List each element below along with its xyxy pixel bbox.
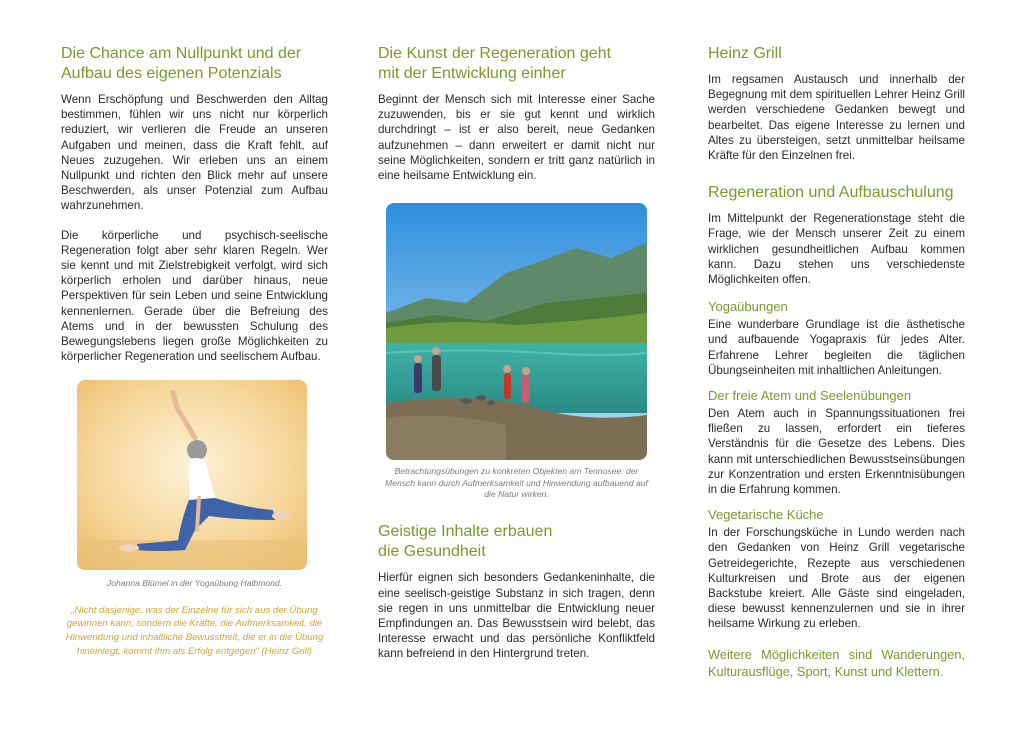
paragraph: Die körperliche und psychisch-seelische Regeneration folgt aber sehr klaren Regeln. Wer sie kennt und mit Zielstrebigkeit verfolgt, wird sich körperlich erholen und darüber hinaus, neue Perspektiven für sein Leben und seine Entwicklung kennenlernen. Gerade über die Befreiung des Atems und in der bewussten Schulung des Bewegungslebens liegen große Möglichkeiten zu körperlicher Regeneration und seelischem Aufbau. (61, 228, 328, 364)
paragraph: Im Mittelpunkt der Regenerationstage steht die Frage, wie der Mensch unserer Zeit zu einem wirklichen gesundheitlichen Aufbau kommen kann. Dazu stehen uns verschiedenste Möglichkeiten offen. (708, 212, 965, 287)
subheading: Der freie Atem und Seelenübungen (708, 388, 912, 404)
paragraph: Wenn Erschöpfung und Beschwerden den Alltag bestimmen, fühlen wir uns nicht nur körperlich reduziert, wir verlieren die Freude an unseren Aufgaben und meinen, dass die Kraft fehlt, auf Neues zuzugehen. Wir erleben uns an einem Nullpunkt und richten den Blick mehr auf unsere Beschwerden, als unser Potenzial zum Aufbau wahrzunehmen. (61, 93, 328, 213)
quote: „Nicht dasjenige, was der Einzelne für sich aus der Übung gewinnen kann, sondern die Kräfte, die Aufmerksamkeit, die Hinwendung und inhaltliche Bewusstheit, die er in die Übung hineinlegt, kommt ihm als Erfolg entgegen“ (Heinz Grill) (65, 604, 324, 657)
lake-landscape-illustration (386, 203, 647, 460)
section-heading: Regeneration und Aufbauschulung (708, 184, 954, 202)
yoga-photo (77, 380, 307, 570)
paragraph: Hierfür eignen sich besonders Gedankeninhalte, die eine seelisch-geistige Substanz in sich tragen, denn sie regen in uns unmittelbar die Entwicklung neuer Empfindungen an. Das Bewusstsein wird belebt, das Interesse erwacht und das persönliche Konfliktfeld kann befreiend in den Hintergrund treten. (378, 571, 655, 661)
subheading: Yogaübungen (708, 299, 788, 315)
subheading: Vegetarische Küche (708, 507, 824, 523)
column-right (708, 44, 965, 680)
lake-photo (386, 203, 647, 460)
paragraph: Den Atem auch in Spannungssituationen frei fließen zu lassen, erfordert ein tieferes Verständnis für die Gesetze des Lebens. Dies kann mit unterschiedlichen Bewusstseinsübungen zur Konzentration und ersten Erkenntnisübungen in die Erfahrung kommen. (708, 407, 965, 497)
paragraph: Beginnt der Mensch sich mit Interesse einer Sache zuzuwenden, bis er sie gut kennt und wirklich durchdringt – ist er also bereit, neue Gedanken aufzunehmen – dann erweitert er damit nicht nur seine Möglichkeiten, sondern er tritt ganz natürlich in eine heilsame Entwicklung ein. (378, 93, 655, 183)
photo-caption: Johanna Blümel in der Yogaübung Halbmond. (106, 578, 283, 589)
yoga-pose-illustration (77, 380, 307, 570)
paragraph: In der Forschungsküche in Lundo werden nach den Gedanken von Heinz Grill vegetarische Getreidegerichte, Rezepte aus verschiedenen Kulturkreisen und Brote aus der eigenen Backstube kreiert. Alle Gäste sind eingeladen, diese bewusst kennenzulernen und sie in ihrer heilsame Wirkung zu erleben. (708, 526, 965, 631)
column-left (61, 44, 328, 658)
paragraph: Im regsamen Austausch und innerhalb der Begegnung mit dem spirituellen Lehrer Heinz Grill werden verschiedene Gedanken bewegt und bearbeitet. Das eigene Interesse zu lernen und Altes zu übersteigen, setzt unmittelbar heilsame Kräfte für den Einzelnen frei. (708, 73, 965, 163)
section-heading: Geistige Inhalte erbauen die Gesundheit (378, 523, 553, 561)
column-middle (378, 44, 655, 662)
section-heading: Heinz Grill (708, 45, 782, 62)
photo-caption: Betrachtungsübungen zu konkreten Objekten am Tennosee: der Mensch kann durch Aufmerksamkeit und Hinwendung aufbauend auf die Natur wirken. (385, 466, 648, 500)
section-heading: Die Chance am Nullpunkt und der Aufbau des eigenen Potenzials (61, 45, 302, 82)
closing-note: Weitere Möglichkeiten sind Wanderungen, Kulturausflüge, Sport, Kunst und Klettern. (708, 646, 965, 679)
section-heading: Die Kunst der Regeneration geht mit der Entwicklung einher (378, 45, 612, 82)
paragraph: Eine wunderbare Grundlage ist die ästhetische und aufbauende Yogapraxis für jedes Alter. Erfahrene Lehrer begleiten die täglichen Übungseinheiten mit inhaltlichen Anleitungen. (708, 318, 965, 377)
